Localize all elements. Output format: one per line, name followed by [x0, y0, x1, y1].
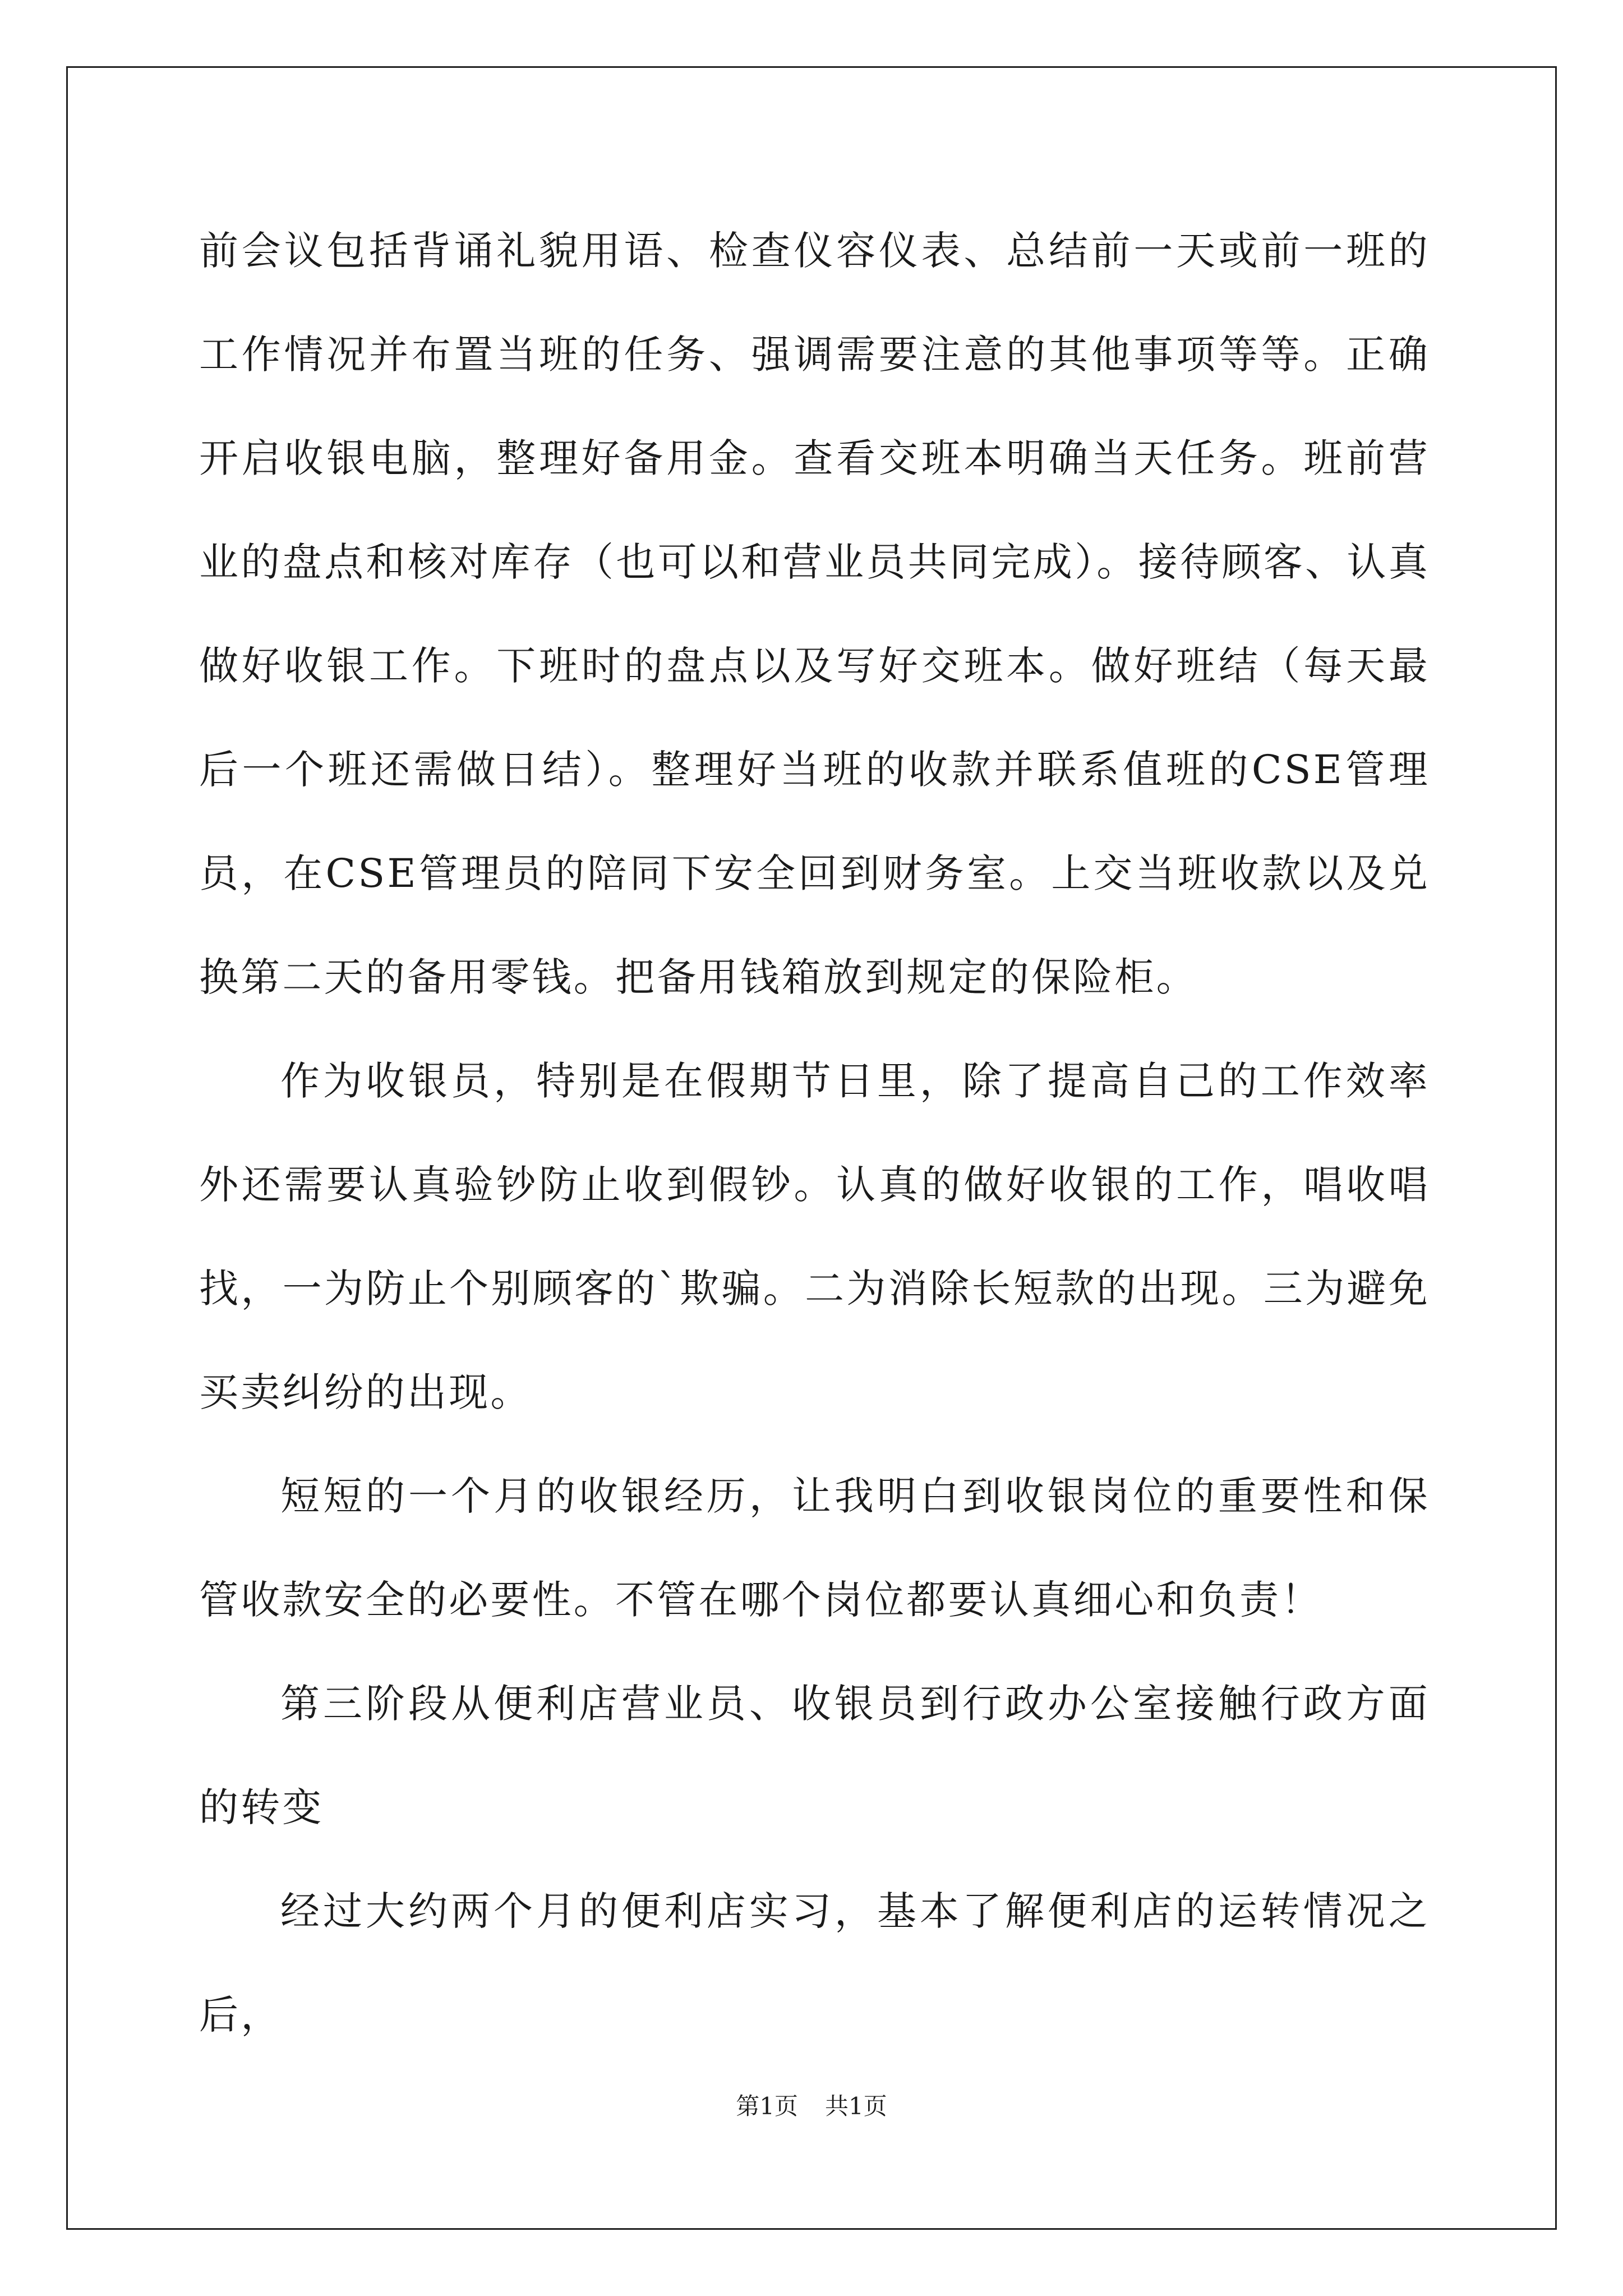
paragraph: 前会议包括背诵礼貌用语、检查仪容仪表、总结前一天或前一班的工作情况并布置当班的任务、强调需要注意的其他事项等等。正确开启收银电脑，整理好备用金。查看交班本明确当天任务。班前营业的盘点和核对库存（也可以和营业员共同完成）。接待顾客、认真做好收银工作。下班时的盘点以及写好交班本。做好班结（每天最后一个班还需做日结）。整理好当班的收款并联系值班的CSE管理员，在CSE管理员的陪同下安全回到财务室。上交当班收款以及兑换第二天的备用零钱。把备用钱箱放到规定的保险柜。	[199, 228, 1430, 1000]
page-number: 第1页	[736, 2092, 798, 2120]
paragraph: 经过大约两个月的便利店实习，基本了解便利店的运转情况之后，	[199, 1888, 1430, 2038]
paragraph: 第三阶段从便利店营业员、收银员到行政办公室接触行政方面的转变	[199, 1681, 1430, 1830]
paragraph: 短短的一个月的收银经历，让我明白到收银岗位的重要性和保管收款安全的必要性。不管在哪个岗位都要认真细心和负责！	[199, 1473, 1430, 1623]
document-body	[199, 199, 1430, 2067]
page-footer	[0, 2090, 1623, 2123]
page-total: 共1页	[825, 2092, 887, 2120]
paragraph: 作为收银员，特别是在假期节日里，除了提高自己的工作效率外还需要认真验钞防止收到假钞。认真的做好收银的工作，唱收唱找，一为防止个别顾客的`欺骗。二为消除长短款的出现。三为避免买卖纠纷的出现。	[199, 1058, 1430, 1415]
